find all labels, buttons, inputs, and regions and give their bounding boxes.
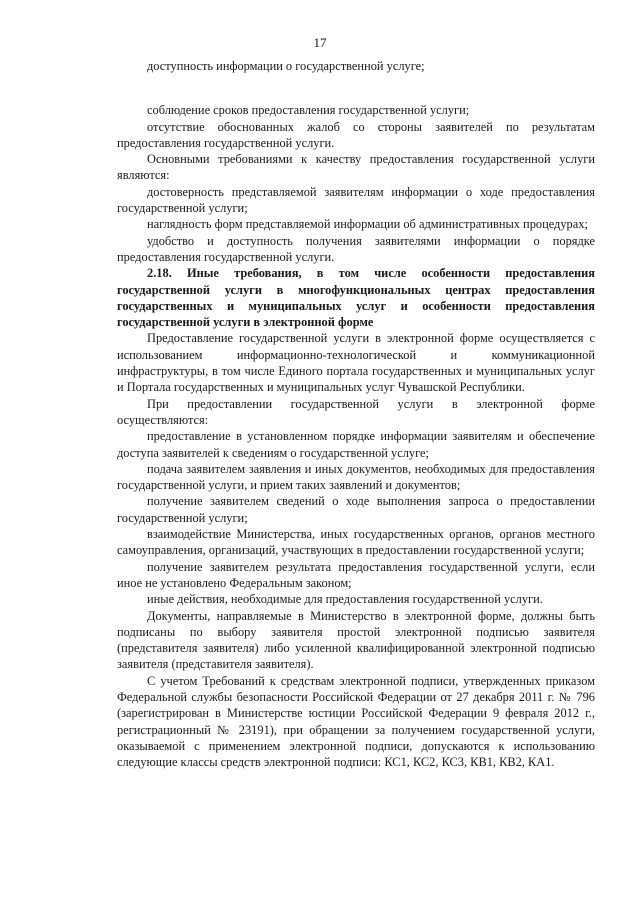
paragraph: получение заявителем сведений о ходе выполнения запроса о предоставлении государственной услуги;: [117, 494, 595, 525]
section-heading: 2.18. Иные требования, в том числе особенности предоставления государственной услуги в многофункциональных центрах предоставления государственных и муниципальных услуг и особенности предоставления государственной услуги в электронной форме: [117, 266, 595, 330]
paragraph: иные действия, необходимые для предоставления государственной услуги.: [147, 592, 543, 607]
paragraph: подача заявителем заявления и иных документов, необходимых для предоставления государственной услуги, и прием таких заявлений и документов;: [117, 461, 595, 493]
paragraph: отсутствие обоснованных жалоб со стороны заявителей по результатам предоставления государственной услуги.: [117, 119, 595, 150]
paragraph: получение заявителем результата предоставления государственной услуги, если иное не установлено Федеральным законом;: [117, 559, 595, 590]
paragraph: соблюдение сроков предоставления государственной услуги;: [147, 103, 470, 118]
paragraph: достоверность представляемой заявителям информации о ходе предоставления государственной услуги;: [117, 184, 595, 216]
paragraph: удобство и доступность получения заявителями информации о порядке предоставления государственной услуги.: [117, 233, 595, 264]
page-number: 17: [313, 35, 327, 50]
paragraph: При предоставлении государственной услуги в электронной форме осуществляются:: [117, 396, 595, 427]
paragraph: С учетом Требований к средствам электронной подписи, утвержденных приказом Федеральной службы безопасности Российской Федерации от 27 декабря 2011 г. № 796 (зарегистрирован в Министерстве юстиции Российской Федерации 9 февраля 2012 г., регистрационный № 23191), при обращении за получением государственной услуги, оказываемой с применением электронной подписи, допускаются к использованию следующие классы средств электронной подписи: КС1, КС2, КС3, КВ1, КВ2, КА1.: [117, 673, 595, 770]
paragraph: Документы, направляемые в Министерство в электронной форме, должны быть подписаны по выбору заявителя простой электронной подписью заявителя (представителя заявителя) либо усиленной квалифицированной электронной подписью заявителя (представителя заявителя).: [117, 608, 595, 672]
paragraph: доступность информации о государственной услуге;: [147, 59, 425, 73]
body-text: [117, 58, 595, 770]
paragraph: наглядность форм представляемой информации об административных процедурах;: [147, 217, 588, 232]
paragraph: Предоставление государственной услуги в электронной форме осуществляется с использованием информационно-технологической и коммуникационной инфраструктуры, в том числе Единого портала государственных и муниципальных услуг и Портала государственных и муниципальных услуг Чувашской Республики.: [117, 331, 595, 395]
paragraph: предоставление в установленном порядке информации заявителям и обеспечение доступа заявителей к сведениям о государственной услуге;: [117, 429, 595, 460]
paragraph: взаимодействие Министерства, иных государственных органов, органов местного самоуправления, организаций, участвующих в предоставлении государственной услуги;: [117, 527, 595, 558]
paragraph: Основными требованиями к качеству предоставления государственной услуги являются:: [117, 152, 595, 183]
